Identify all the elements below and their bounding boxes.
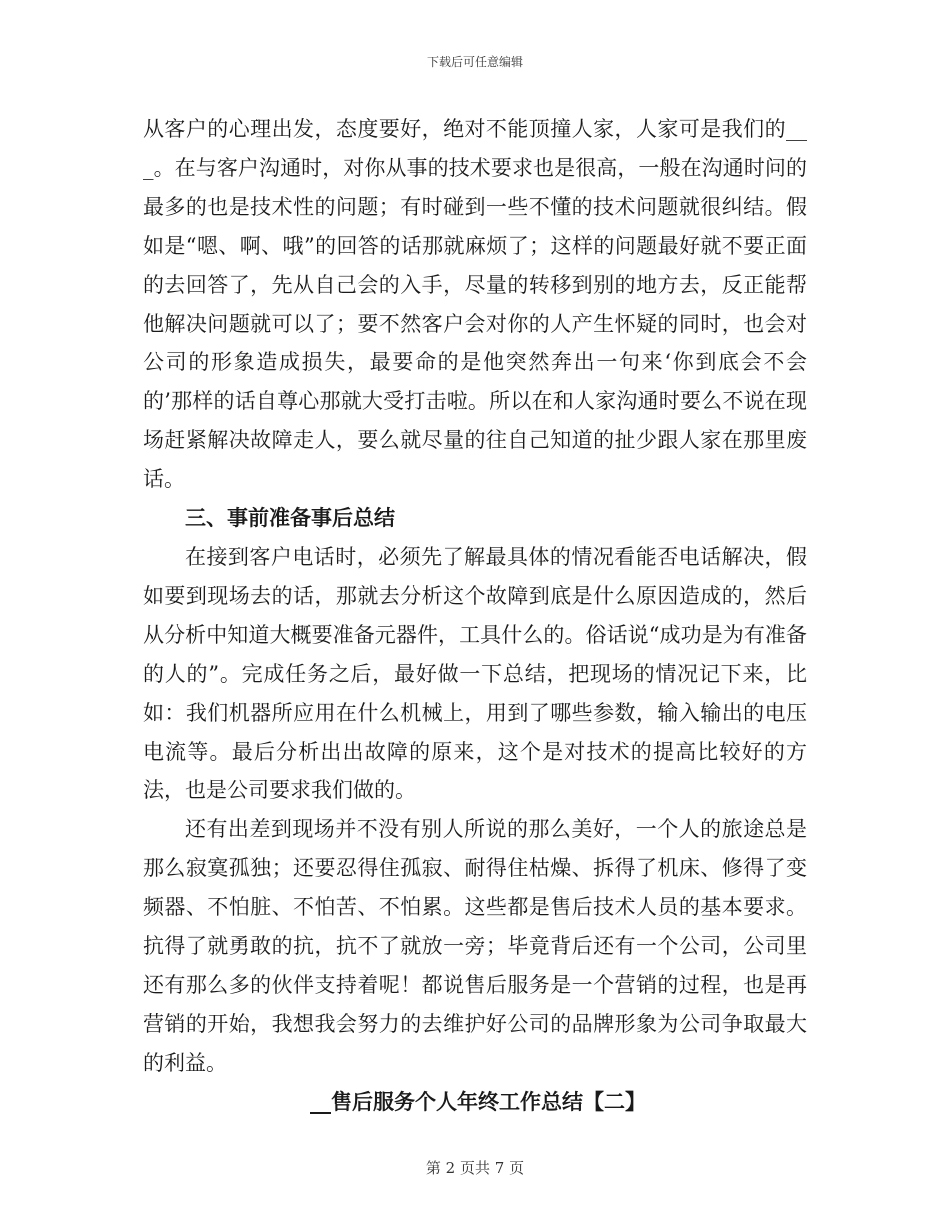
paragraph-business-trip: 还有出差到现场并不没有别人所说的那么美好，一个人的旅途总是那么寂寞孤独；还要忍得住孤寂、耐得住枯燥、拆得了机床、修得了变频器、不怕脏、不怕苦、不怕累。这些都是售后技术人员的基本要求。抗得了就勇敢的抗，抗不了就放一旁；毕竟背后还有一个公司，公司里还有那么多的伙伴支持着呢！都说售后服务是一个营销的过程，也是再营销的开始，我想我会努力的去维护好公司的品牌形象为公司争取最大的利益。 [143, 817, 807, 1075]
paragraph-customer-communication: 从客户的心理出发，态度要好，绝对不能顶撞人家，人家可是我们的___。在与客户沟通时，对你从事的技术要求也是很高，一般在沟通时问的最多的也是技术性的问题；有时碰到一些不懂的技术问题就很纠结。假如是“嗯、啊、哦”的回答的话那就麻烦了；这样的问题最好就不要正面的去回答了，先从自己会的入手，尽量的转移到别的地方去，反正能帮他解决问题就可以了；要不然客户会对你的人产生怀疑的同时，也会对公司的形象造成损失，最要命的是他突然奔出一句来‘你到底会不会的’那样的话自尊心那就大受打击啦。所以在和人家沟通时要么不说在现场赶紧解决故障走人，要么就尽量的往自己知道的扯少跟人家在那里废话。 [143, 117, 807, 492]
section-title-part-two: __售后服务个人年终工作总结【二】 [310, 1088, 646, 1114]
page-header-note: 下载后可任意编辑 [426, 55, 523, 69]
paragraph-preparation: 在接到客户电话时，必须先了解最具体的情况看能否电话解决，假如要到现场去的话，那就去分析这个故障到底是什么原因造成的，然后从分析中知道大概要准备元器件，工具什么的。俗话说“成功是为有准备的人的”。完成任务之后，最好做一下总结，把现场的情况记下来，比如：我们机器所应用在什么机械上，用到了哪些参数，输入输出的电压电流等。最后分析出出故障的原来，这个是对技术的提高比较好的方法，也是公司要求我们做的。 [143, 544, 807, 803]
page-number-footer: 第 2 页共 7 页 [425, 1159, 525, 1177]
document-body [143, 110, 807, 1122]
section-heading-preparation: 三、事前准备事后总结 [185, 505, 395, 531]
